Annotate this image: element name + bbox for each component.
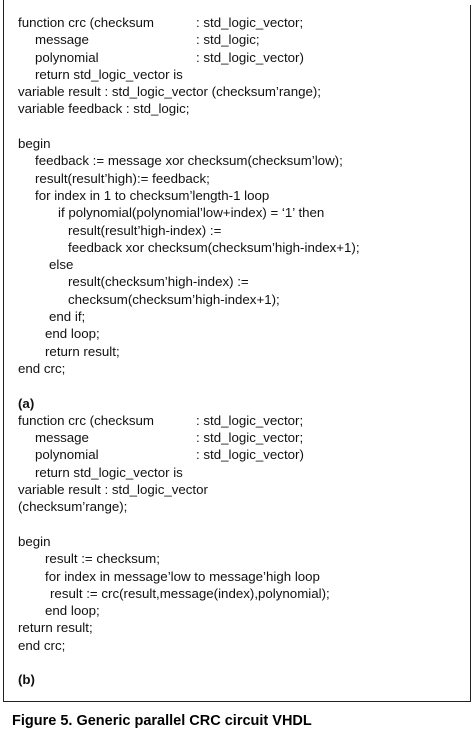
code-line (18, 152, 468, 169)
code-text: return result; (45, 343, 120, 359)
code-text: polynomial (35, 447, 99, 463)
code-line (18, 170, 468, 187)
code-line (18, 412, 468, 429)
code-line (18, 464, 468, 481)
code-line (18, 568, 468, 585)
code-text: end if; (49, 309, 86, 325)
code-line (18, 291, 468, 308)
code-text: variable feedback : std_logic; (18, 101, 190, 117)
code-line (18, 14, 468, 31)
code-line (18, 602, 468, 619)
code-line (18, 49, 468, 66)
code-line (18, 550, 468, 567)
code-text: message (35, 430, 89, 446)
code-text: return std_logic_vector is (35, 66, 183, 82)
code-listing (18, 14, 468, 689)
figure-caption: Figure 5. Generic parallel CRC circuit VHDL (12, 713, 312, 729)
code-text: function crc (checksum (18, 412, 154, 428)
code-text: for index in 1 to checksum’length-1 loop (35, 187, 270, 203)
code-text: result(checksum’high-index) := (68, 274, 249, 290)
code-line (18, 273, 468, 290)
code-line (18, 66, 468, 83)
code-type: : std_logic_vector; (196, 15, 304, 30)
code-type: : std_logic_vector) (196, 49, 304, 65)
code-line (18, 222, 468, 239)
code-text: begin (18, 136, 51, 152)
code-line (18, 585, 468, 602)
code-text: end loop; (45, 603, 100, 619)
code-line (18, 308, 468, 325)
code-text: return std_logic_vector is (35, 464, 183, 480)
code-type: : std_logic; (196, 32, 260, 48)
code-line (18, 360, 468, 377)
code-line (18, 83, 468, 100)
code-text: variable result : std_logic_vector (checksum’range); (18, 84, 322, 100)
code-line (18, 239, 468, 256)
blank-line (18, 118, 468, 135)
code-text: else (49, 257, 74, 273)
code-type: : std_logic_vector; (196, 412, 304, 428)
code-text: result := checksum; (45, 551, 160, 567)
code-text: feedback xor checksum(checksum’high-index+1); (68, 239, 360, 255)
code-line (18, 446, 468, 463)
code-line (18, 256, 468, 273)
listing-label-b: (b) (18, 672, 35, 688)
code-line (18, 429, 468, 446)
code-line (18, 533, 468, 550)
code-text: variable result : std_logic_vector (18, 482, 208, 498)
code-text: feedback := message xor checksum(checksum’low); (35, 153, 343, 169)
code-text: for index in message’low to message’high loop (45, 568, 320, 584)
code-type: : std_logic_vector) (196, 447, 304, 463)
code-text: checksum(checksum’high-index+1); (68, 291, 280, 307)
code-line (18, 637, 468, 654)
code-line (18, 481, 468, 498)
code-line (18, 187, 468, 204)
code-text: end crc; (18, 637, 66, 653)
blank-line (18, 516, 468, 533)
code-text: if polynomial(polynomial’low+index) = ‘1’ then (58, 205, 325, 221)
code-text: result(result’high):= feedback; (35, 170, 210, 186)
code-text: (checksum’range); (18, 499, 128, 515)
blank-line (18, 377, 468, 394)
code-line (18, 343, 468, 360)
code-text: end loop; (45, 326, 100, 342)
code-text: end crc; (18, 360, 66, 376)
listing-label-a: (a) (18, 395, 35, 411)
code-type: : std_logic_vector; (196, 430, 304, 446)
blank-line (18, 654, 468, 671)
code-text: polynomial (35, 49, 99, 65)
code-text: function crc (checksum (18, 15, 154, 30)
code-line (18, 31, 468, 48)
code-line (18, 325, 468, 342)
code-line (18, 498, 468, 515)
code-line (18, 100, 468, 117)
code-line (18, 204, 468, 221)
code-text: result(result’high-index) := (68, 222, 222, 238)
code-text: result := crc(result,message(index),polynomial); (50, 585, 330, 601)
code-text: begin (18, 533, 51, 549)
code-text: return result; (18, 620, 93, 636)
code-line (18, 619, 468, 636)
code-text: message (35, 32, 89, 48)
code-line (18, 135, 468, 152)
